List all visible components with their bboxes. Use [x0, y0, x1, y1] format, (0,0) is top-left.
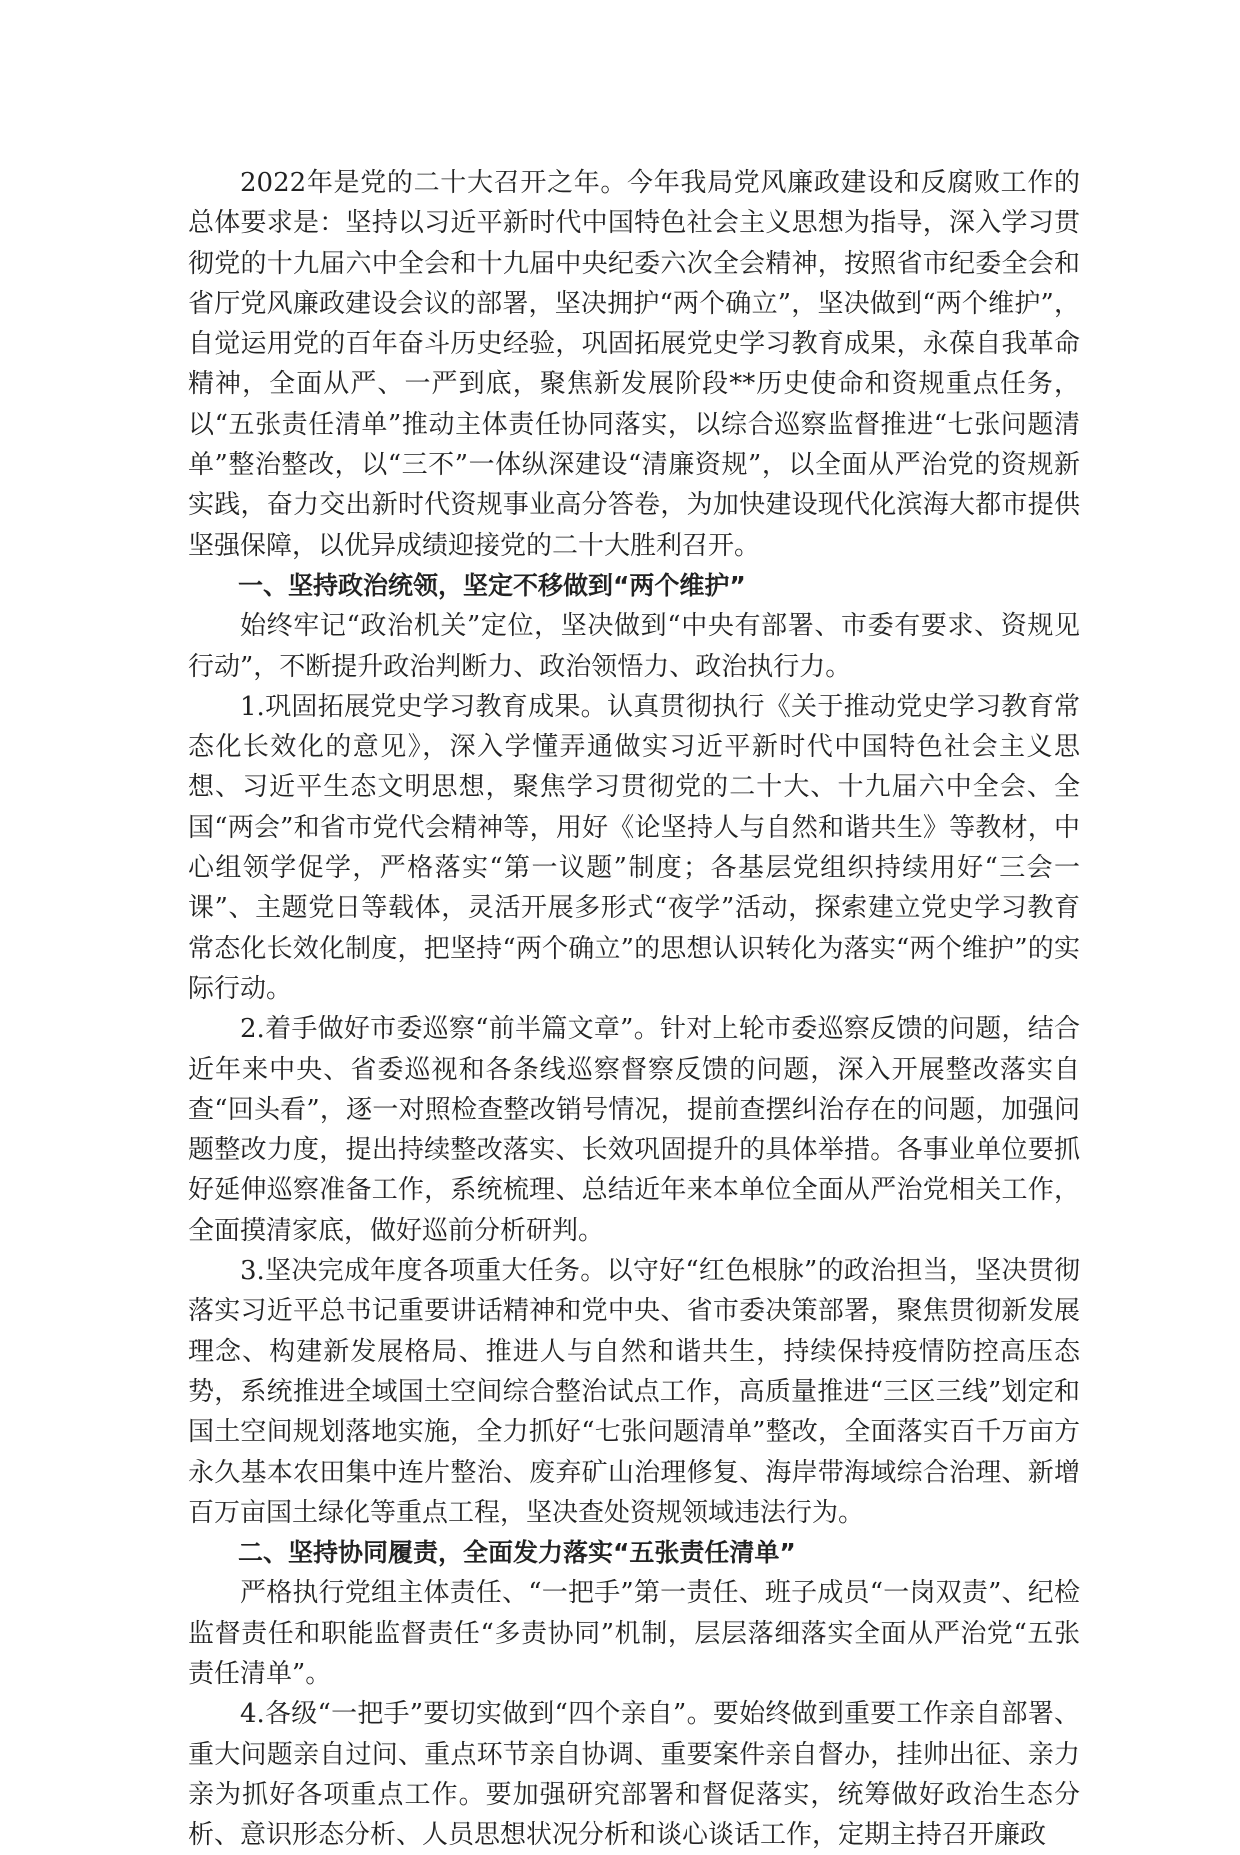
- document-body: [188, 163, 1080, 1855]
- item-3-paragraph: 3.坚决完成年度各项重大任务。以守好“红色根脉”的政治担当，坚决贯彻落实习近平总书记重要讲话精神和党中央、省市委决策部署，聚焦贯彻新发展理念、构建新发展格局、推进人与自然和谐共生，持续保持疫情防控高压态势，系统推进全域国土空间综合整治试点工作，高质量推进“三区三线”划定和国土空间规划落地实施，全力抓好“七张问题清单”整改，全面落实百千万亩方永久基本农田集中连片整治、废弃矿山治理修复、海岸带海域综合治理、新增百万亩国土绿化等重点工程，坚决查处资规领域违法行为。: [188, 1256, 1080, 1528]
- item-4-paragraph: 4.各级“一把手”要切实做到“四个亲自”。要始终做到重要工作亲自部署、重大问题亲自过问、重点环节亲自协调、重要案件亲自督办，挂帅出征、亲力亲为抓好各项重点工作。要加强研究部署和督促落实，统筹做好政治生态分析、意识形态分析、人员思想状况分析和谈心谈话工作，定期主持召开廉政: [188, 1699, 1080, 1851]
- section-heading-1: 一、坚持政治统领，坚定不移做到“两个维护”: [238, 570, 746, 600]
- item-2-paragraph: 2.着手做好市委巡察“前半篇文章”。针对上轮市委巡察反馈的问题，结合近年来中央、省委巡视和各条线巡察督察反馈的问题，深入开展整改落实自查“回头看”，逐一对照检查整改销号情况，提前查摆纠治存在的问题，加强问题整改力度，提出持续整改落实、长效巩固提升的具体举措。各事业单位要抓好延伸巡察准备工作，系统梳理、总结近年来本单位全面从严治党相关工作，全面摸清家底，做好巡前分析研判。: [188, 1014, 1080, 1246]
- section-2-intro-paragraph: 严格执行党组主体责任、“一把手”第一责任、班子成员“一岗双责”、纪检监督责任和职能监督责任“多责协同”机制，层层落细落实全面从严治党“五张责任清单”。: [188, 1578, 1080, 1689]
- section-1-intro-paragraph: 始终牢记“政治机关”定位，坚决做到“中央有部署、市委有要求、资规见行动”，不断提升政治判断力、政治领悟力、政治执行力。: [188, 611, 1080, 682]
- item-1-paragraph: 1.巩固拓展党史学习教育成果。认真贯彻执行《关于推动党史学习教育常态化长效化的意见》，深入学懂弄通做实习近平新时代中国特色社会主义思想、习近平生态文明思想，聚焦学习贯彻党的二十大、十九届六中全会、全国“两会”和省市党代会精神等，用好《论坚持人与自然和谐共生》等教材，中心组领学促学，严格落实“第一议题”制度；各基层党组织持续用好“三会一课”、主题党日等载体，灵活开展多形式“夜学”活动，探索建立党史学习教育常态化长效化制度，把坚持“两个确立”的思想认识转化为落实“两个维护”的实际行动。: [188, 691, 1080, 1004]
- intro-paragraph: 2022年是党的二十大召开之年。今年我局党风廉政建设和反腐败工作的总体要求是：坚持以习近平新时代中国特色社会主义思想为指导，深入学习贯彻党的十九届六中全会和十九届中央纪委六次全会精神，按照省市纪委全会和省厅党风廉政建设会议的部署，坚决拥护“两个确立”，坚决做到“两个维护”，自觉运用党的百年奋斗历史经验，巩固拓展党史学习教育成果，永葆自我革命精神，全面从严、一严到底，聚焦新发展阶段**历史使命和资规重点任务，以“五张责任清单”推动主体责任协同落实，以综合巡察监督推进“七张问题清单”整治整改，以“三不”一体纵深建设“清廉资规”，以全面从严治党的资规新实践，奋力交出新时代资规事业高分答卷，为加快建设现代化滨海大都市提供坚强保障，以优异成绩迎接党的二十大胜利召开。: [188, 168, 1080, 561]
- section-heading-2: 二、坚持协同履责，全面发力落实“五张责任清单”: [238, 1538, 796, 1568]
